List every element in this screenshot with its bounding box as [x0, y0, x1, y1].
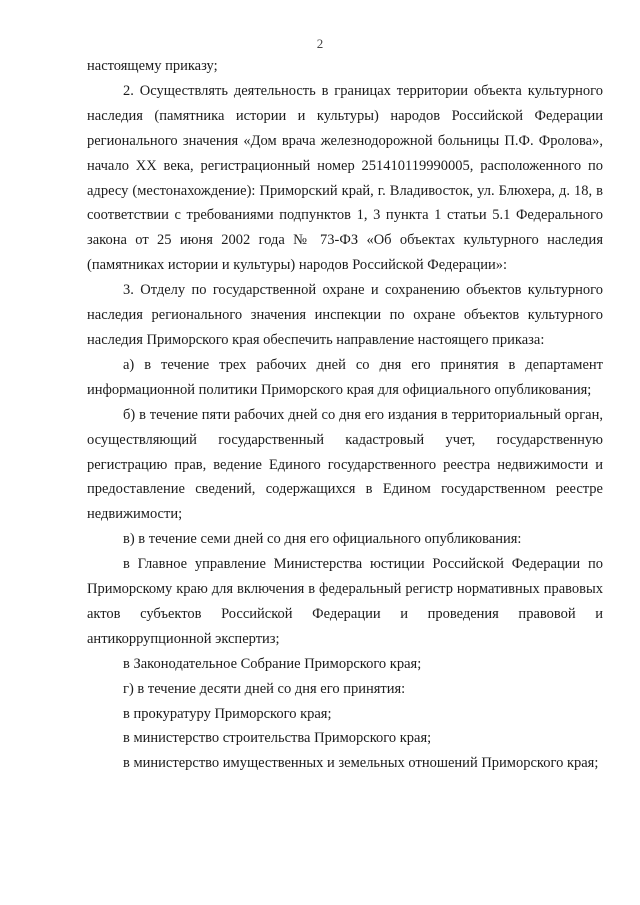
paragraph-continuation: настоящему приказу;	[87, 58, 218, 74]
paragraph-item-3g: г) в течение десяти дней со дня его принятия:	[123, 680, 406, 697]
document-body	[87, 54, 603, 776]
paragraph-legislative-assembly: в Законодательное Собрание Приморского края;	[123, 655, 422, 672]
paragraph-ministry-justice: в Главное управление Министерства юстиции Российской Федерации по Приморскому краю для включения в федеральный регистр нормативных правовых актов субъектов Российской Федерации и проведения правовой и антикоррупционной экспертиз;	[87, 556, 603, 647]
paragraph-prosecutor: в прокуратуру Приморского края;	[123, 705, 332, 722]
paragraph-item-3v: в) в течение семи дней со дня его официального опубликования:	[123, 531, 522, 548]
paragraph-item-3: 3. Отделу по государственной охране и сохранению объектов культурного наследия регионального значения инспекции по охране объектов культурного наследия Приморского края обеспечить направление настоящего приказа:	[87, 282, 603, 348]
paragraph-item-3b: б) в течение пяти рабочих дней со дня его издания в территориальный орган, осуществляющий государственный кадастровый учет, государственную регистрацию прав, ведение Единого государственного реестра недвижимости и предоставление сведений, содержащихся в Едином государственном реестре недвижимости;	[87, 406, 603, 523]
page-number: 2	[316, 36, 324, 51]
paragraph-item-2: 2. Осуществлять деятельность в границах территории объекта культурного наследия (памятника истории и культуры) народов Российской Федерации регионального значения «Дом врача железнодорожной больницы П.Ф. Фролова», начало XX века, регистрационный номер 251410119990005, расположенного по адресу (местонахождение): Приморский край, г. Владивосток, ул. Блюхера, д. 18, в соответствии с требованиями подпунктов 1, 3 пункта 1 статьи 5.1 Федерального закона от 25 июня 2002 года № 73-ФЗ «Об объектах культурного наследия (памятниках истории и культуры) народов Российской Федерации»:	[87, 82, 603, 274]
paragraph-ministry-property: в министерство имущественных и земельных отношений Приморского края;	[123, 755, 599, 772]
paragraph-ministry-construction: в министерство строительства Приморского края;	[123, 730, 432, 747]
paragraph-item-3a: а) в течение трех рабочих дней со дня его принятия в департамент информационной политики Приморского края для официального опубликования;	[87, 356, 603, 398]
